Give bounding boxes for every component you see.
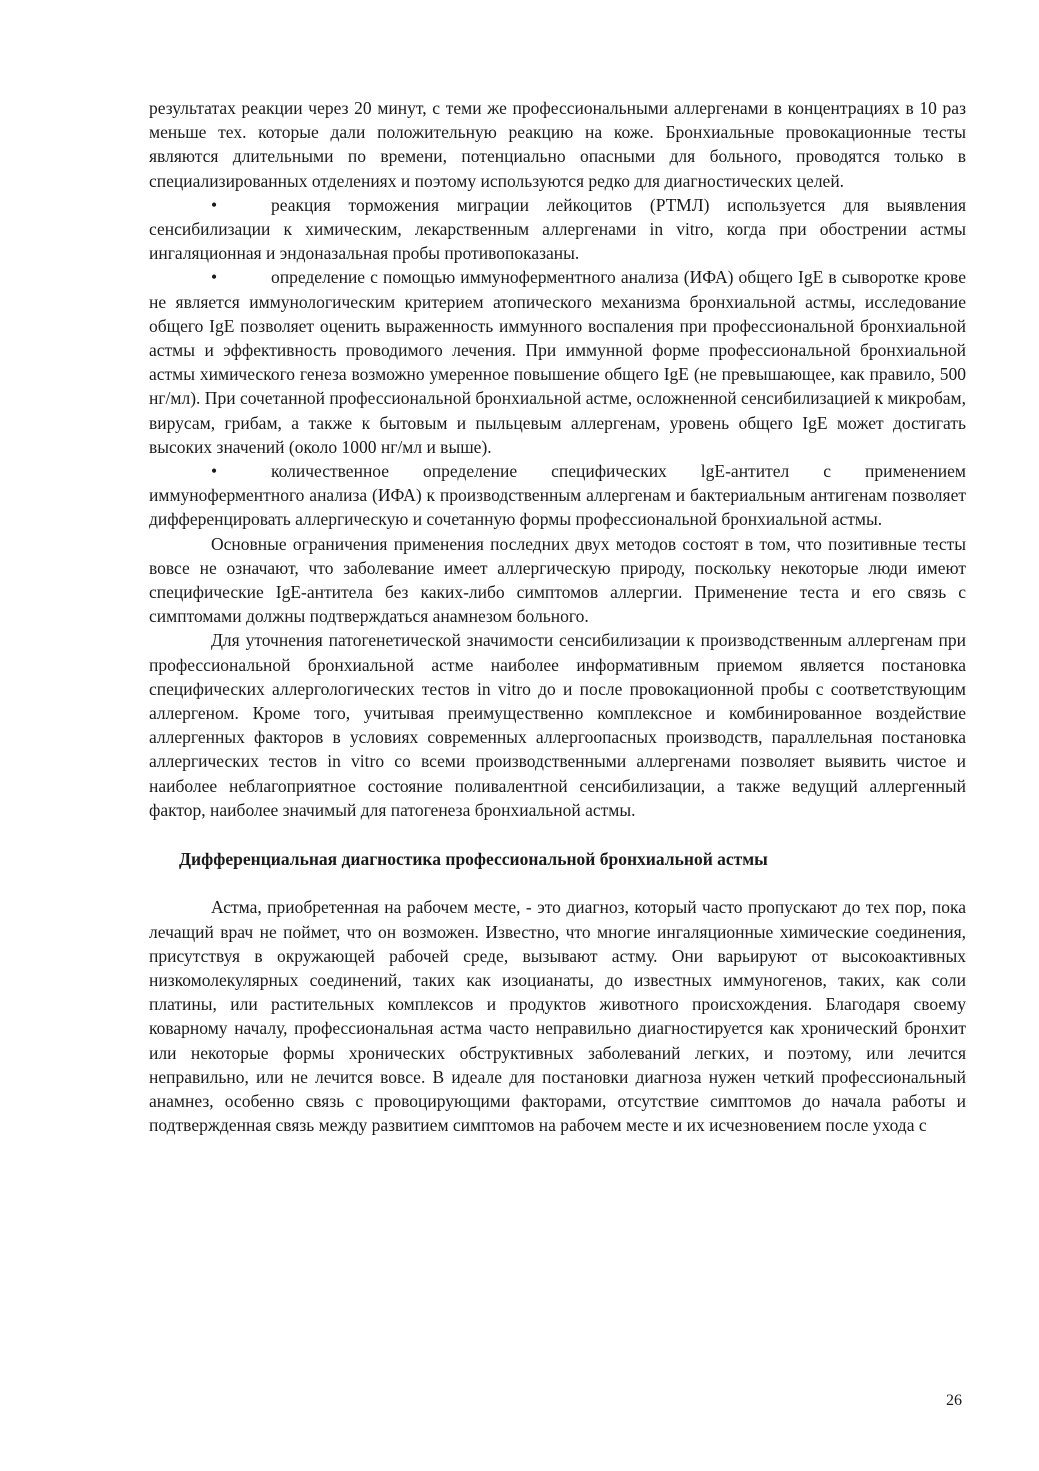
document-page <box>149 96 966 1137</box>
list-item-total-ige <box>149 265 966 459</box>
paragraph-sensitization-significance: Для уточнения патогенетической значимости сенсибилизации к производственным аллергенам при профессиональной бронхиальной астме наиболее информативным приемом является постановка специфических аллергологических тестов in vitro до и после провокационной пробы с соответствующим аллергеном. Кроме того, учитывая преимущественно комплексное и комбинированное воздействие аллергенных факторов в условиях современных аллергоопасных производств, параллельная постановка аллергических тестов in vitro со всеми производственными аллергенами позволяет выявить чистое и наиболее неблагоприятное состояние поливалентной сенсибилизации, а также ведущий аллергенный фактор, наиболее значимый для патогенеза бронхиальной астмы. <box>149 630 966 820</box>
page-number: 26 <box>946 1392 962 1409</box>
list-item-text: количественное определение специфических lgE-антител с применением иммуноферментного анализа (ИФА) к производственным аллергенам и бактериальным антигенам позволяет дифференцировать аллергическую и сочетанную формы профессиональной бронхиальной астмы. <box>149 461 966 530</box>
bullet-icon: • <box>211 194 218 215</box>
paragraph-occupational-asthma: Астма, приобретенная на рабочем месте, - это диагноз, который часто пропускают до тех пор, пока лечащий врач не поймет, что он возможен. Известно, что многие ингаляционные химические соединения, присутствуя в окружающей рабочей среде, вызывают астму. Они варьируют от высокоактивных низкомолекулярных соединений, таких как изоцианаты, до известных иммуногенов, таких, как соли платины, или растительных комплексов и продуктов животного происхождения. Благодаря своему коварному началу, профессиональная астма часто неправильно диагностируется как хронический бронхит или некоторые формы хронических обструктивных заболеваний легких, и поэтому, или лечится неправильно, или не лечится вовсе. В идеале для постановки диагноза нужен четкий профессиональный анамнез, особенно связь с провоцирующими факторами, отсутствие симптомов до начала работы и подтвержденная связь между развитием симптомов на рабочем месте и их исчезновением после ухода с <box>149 897 966 1136</box>
list-item-text: определение с помощью иммуноферментного анализа (ИФА) общего IgE в сыворотке крове не является иммунологическим критерием атопического механизма бронхиальной астмы, исследование общего IgE позволяет оценить выраженность иммунного воспаления при профессиональной бронхиальной астмы и эффективность проводимого лечения. При иммунной форме профессиональной бронхиальной астмы химического генеза возможно умеренное повышение общего IgE (не превышающее, как правило, 500 нг/мл). При сочетанной профессиональной бронхиальной астме, осложненной сенсибилизацией к микробам, вирусам, грибам, а также к бытовым и пыльцевым аллергенам, уровень общего IgE может достигать высоких значений (около 1000 нг/мл и выше). <box>149 267 966 457</box>
list-item-rtml <box>149 193 966 266</box>
bullet-icon: • <box>211 461 218 482</box>
list-item-specific-ige <box>149 459 966 532</box>
paragraph-bronchial-provocation: результатах реакции через 20 минут, с теми же профессиональными аллергенами в концентрациях в 10 раз меньше тех. которые дали положительную реакцию на коже. Бронхиальные провокационные тесты являются длительными по времени, потенциально опасными для больного, проводятся только в специализированных отделениях и поэтому используются редко для диагностических целей. <box>149 98 966 191</box>
paragraph-method-limitations: Основные ограничения применения последних двух методов состоят в том, что позитивные тесты вовсе не означают, что заболевание имеет аллергическую природу, поскольку некоторые люди имеют специфические IgE-антитела без каких-либо симптомов аллергии. Применение теста и его связь с симптомами должны подтверждаться анамнезом больного. <box>149 533 966 627</box>
section-heading: Дифференциальная диагностика профессиональной бронхиальной астмы <box>179 849 768 870</box>
bullet-icon: • <box>211 267 218 288</box>
list-item-text: реакция торможения миграции лейкоцитов (РТМЛ) используется для выявления сенсибилизации к химическим, лекарственным аллергенами in vitro, когда при обострении астмы ингаляционная и эндоназальная пробы противопоказаны. <box>149 194 966 264</box>
